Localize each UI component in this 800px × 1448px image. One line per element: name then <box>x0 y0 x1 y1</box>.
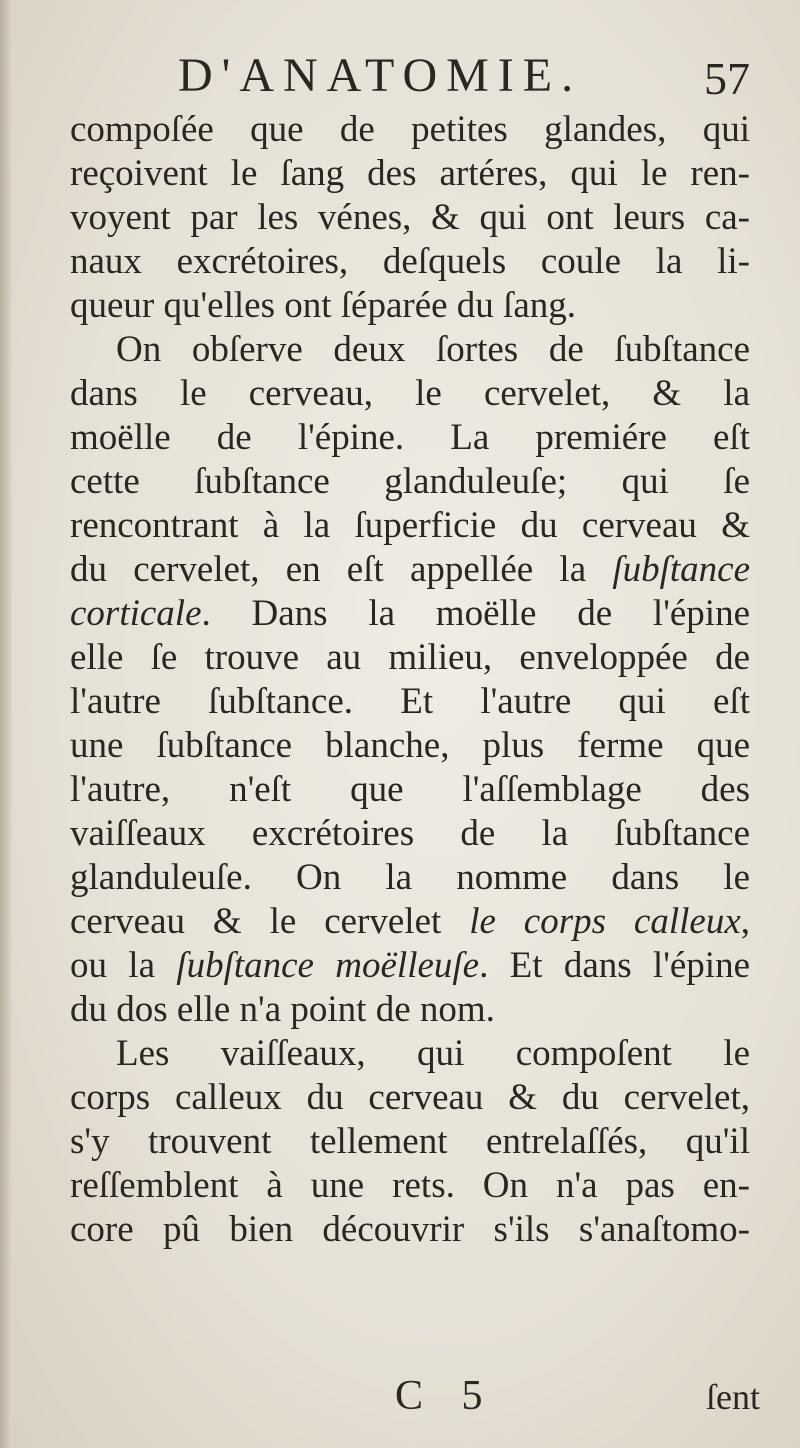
text-line <box>70 284 750 328</box>
text-segment: naux excrétoires, deſquels coule la li- <box>70 241 750 282</box>
text-segment: rencontrant à la ſuperficie du cerveau & <box>70 505 750 546</box>
text-line <box>70 592 750 636</box>
text-line <box>70 944 750 988</box>
body-text <box>70 108 750 1252</box>
text-segment: cerveau & le cervelet <box>70 901 470 942</box>
text-line <box>70 724 750 768</box>
running-title: D'ANATOMIE. <box>178 49 583 102</box>
page-header <box>60 42 760 112</box>
italic-term: ſubſtance moëlleuſe <box>176 945 480 986</box>
text-segment: dans le cerveau, le cervelet, & la <box>70 373 750 414</box>
text-line <box>70 856 750 900</box>
text-line <box>70 680 750 724</box>
text-line <box>70 196 750 240</box>
text-segment: du cervelet, en eſt appellée la <box>70 549 613 590</box>
text-line <box>70 900 750 944</box>
text-line <box>70 636 750 680</box>
page-number: 57 <box>704 53 750 104</box>
text-line <box>70 812 750 856</box>
text-line <box>70 328 750 372</box>
text-segment: cette ſubſtance glanduleuſe; qui ſe <box>70 461 750 502</box>
text-segment: corps calleux du cerveau & du cervelet, <box>70 1077 750 1118</box>
text-line <box>70 988 750 1032</box>
page-footer <box>60 1372 760 1422</box>
text-segment: core pû bien découvrir s'ils s'anaſtomo- <box>70 1209 750 1250</box>
text-segment: du dos elle n'a point de nom. <box>70 989 495 1030</box>
text-segment: vaiſſeaux excrétoires de la ſubſtance <box>70 813 750 854</box>
text-line <box>70 1032 750 1076</box>
text-segment: l'autre ſubſtance. Et l'autre qui eſt <box>70 681 750 722</box>
italic-term: ſubſtance <box>612 549 750 590</box>
text-line <box>70 504 750 548</box>
text-segment: ou la <box>70 945 177 986</box>
text-line <box>70 548 750 592</box>
text-segment: , <box>740 901 750 942</box>
text-line <box>70 372 750 416</box>
text-segment: l'autre, n'eſt que l'aſſemblage des <box>70 769 750 810</box>
text-segment: reçoivent le ſang des artéres, qui le ren- <box>70 153 750 194</box>
text-line <box>70 240 750 284</box>
text-segment: moëlle de l'épine. La premiére eſt <box>70 417 750 458</box>
text-line <box>70 108 750 152</box>
italic-term: le corps calleux <box>469 901 741 942</box>
text-segment: . Et dans l'épine <box>479 945 750 986</box>
text-segment: Les vaiſſeaux, qui compoſent le <box>116 1033 750 1074</box>
text-segment: . Dans la moëlle de l'épine <box>201 593 750 634</box>
text-line <box>70 1076 750 1120</box>
text-segment: voyent par les vénes, & qui ont leurs ca- <box>70 197 750 238</box>
text-line <box>70 152 750 196</box>
signature-mark: C 5 <box>395 1373 497 1419</box>
text-segment: glanduleuſe. On la nomme dans le <box>70 857 750 898</box>
text-segment: queur qu'elles ont ſéparée du ſang. <box>70 285 576 326</box>
text-segment: s'y trouvent tellement entrelaſſés, qu'il <box>70 1121 750 1162</box>
text-line <box>70 1208 750 1252</box>
text-line <box>70 416 750 460</box>
text-line <box>70 1164 750 1208</box>
text-line <box>70 460 750 504</box>
text-segment: compoſée que de petites glandes, qui <box>70 109 750 150</box>
page-gutter-edge <box>0 0 12 1448</box>
text-segment: elle ſe trouve au milieu, enveloppée de <box>70 637 750 678</box>
italic-term: corticale <box>70 593 202 634</box>
catchword: ſent <box>706 1377 760 1417</box>
text-line <box>70 1120 750 1164</box>
text-segment: On obſerve deux ſortes de ſubſtance <box>116 329 750 370</box>
text-segment: une ſubſtance blanche, plus ferme que <box>70 725 750 766</box>
text-line <box>70 768 750 812</box>
text-segment: reſſemblent à une rets. On n'a pas en- <box>70 1165 750 1206</box>
